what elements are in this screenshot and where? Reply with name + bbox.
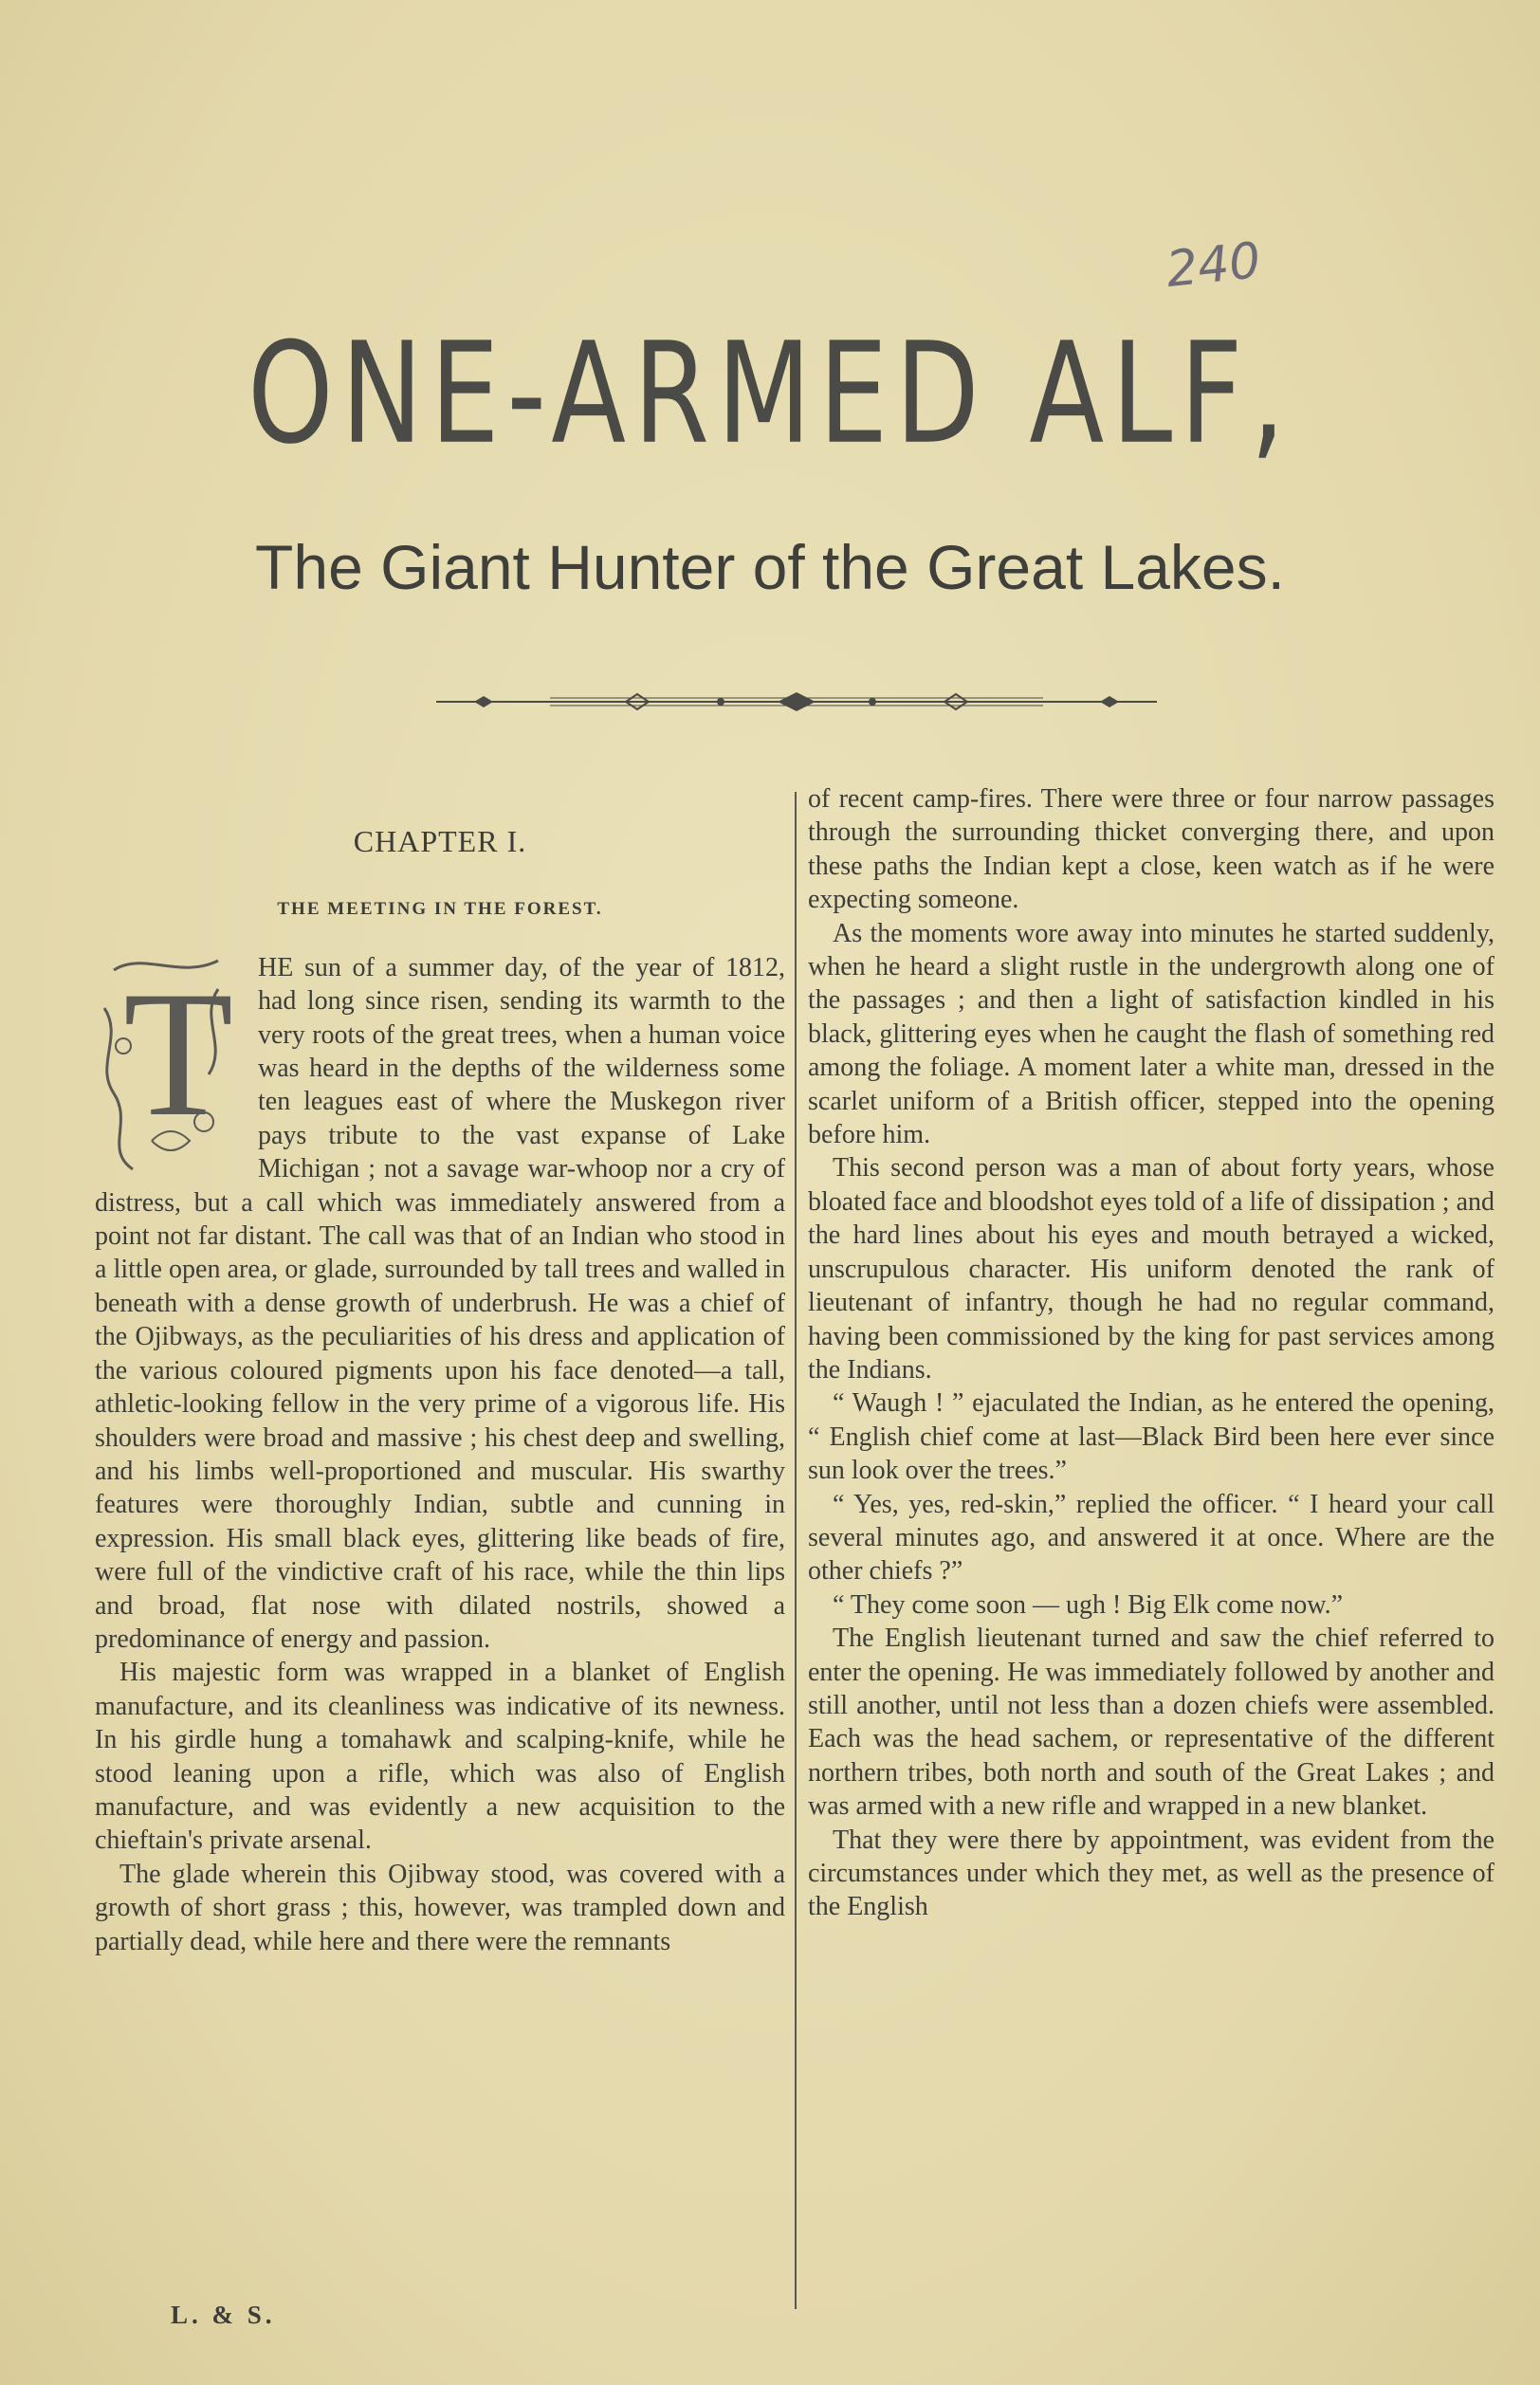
paragraph: The glade wherein this Ojibway stood, was covered with a growth of short grass ; this, however, was trampled down and partially dead, while here and there were the remnants <box>95 1859 785 1956</box>
printer-mark: L. & S. <box>171 2301 276 2329</box>
paragraph: “ Yes, yes, red-skin,” replied the officer. “ I heard your call several minutes ago, and answered it at once. Where are the other chiefs ?” <box>808 1489 1494 1587</box>
paragraph: The English lieutenant turned and saw the chief referred to enter the opening. He was immediately followed by another and still another, until not less than a dozen chiefs were assembled. Each was the head sachem, or representative of the different northern tribes, both north and south of the Great Lakes ; and was armed with a new rifle and wrapped in a new blanket. <box>808 1624 1494 1822</box>
right-column <box>808 782 1494 1924</box>
paragraph: This second person was a man of about forty years, whose bloated face and bloodshot eyes told of a life of dissipation ; and the hard lines about his eyes and mouth betrayed a wicked, unscrupulous character. His uniform denoted the rank of lieutenant of infantry, though he had no regular command, having been commissioned by the king for past services among the Indians. <box>808 1153 1494 1385</box>
paragraph: “ Waugh ! ” ejaculated the Indian, as he entered the opening, “ English chief come at last—Black Bird been here ever since sun look over the trees.” <box>808 1388 1494 1486</box>
story-subtitle: The Giant Hunter of the Great Lakes. <box>255 532 1285 602</box>
chapter-subtitle: THE MEETING IN THE FOREST. <box>277 899 603 920</box>
chapter-heading: CHAPTER I. <box>353 824 527 858</box>
paragraph: “ They come soon — ugh ! Big Elk come now.” <box>833 1589 1344 1620</box>
paragraph: of recent camp-fires. There were three or four narrow passages through the surrounding thicket converging there, and upon these paths the Indian kept a close, keen watch as if he were expecting someone. <box>808 784 1494 915</box>
paragraph: As the moments wore away into minutes he started suddenly, when he heard a slight rustle in the undergrowth along one of the passages ; and then a light of satisfaction kindled in his black, glittering eyes when he caught the flash of something red among the foliage. A moment later a white man, dressed in the scarlet uniform of a British officer, stepped into the opening before him. <box>808 918 1494 1150</box>
left-column <box>95 782 785 1958</box>
paragraph: HE sun of a summer day, of the year of 1812, had long since risen, sending its warmth to the very roots of the great trees, when a human voice was heard in the depths of the wilderness some ten leagues east of where the Muskegon river pays tribute to the vast expanse of Lake Michigan ; not a savage war-whoop nor a cry of distress, but a call which was immediately answered from a point not far distant. The call was that of an Indian who stood in a little open area, or glade, surrounded by tall trees and walled in beneath with a dense growth of underbrush. He was a chief of the Ojibways, as the peculiarities of his dress and application of the various coloured pigments upon his face denoted—a tall, athletic-looking fellow in the very prime of a vigorous life. His shoulders were broad and massive ; his chest deep and swelling, and his limbs well-proportioned and muscular. His swarthy features were thoroughly Indian, subtle and cunning in expression. His small black eyes, glittering like beads of fire, were full of the vindictive craft of his race, while the thin lips and broad, flat nose with dilated nostrils, showed a predominance of energy and passion. <box>95 952 785 1654</box>
story-title: ONE-ARMED ALF, <box>247 313 1293 476</box>
ornamental-rule-icon <box>436 690 1157 713</box>
decorative-dropcap <box>95 951 237 1179</box>
paragraph: That they were there by appointment, was evident from the circumstances under which they met, as well as the presence of the English <box>808 1825 1494 1922</box>
column-divider <box>795 792 797 2309</box>
dropcap-letter: T <box>123 954 234 1154</box>
paragraph: His majestic form was wrapped in a blanket of English manufacture, and its cleanliness was indicative of its newness. In his girdle hung a tomahawk and scalping-knife, while he stood leaning upon a rifle, which was also of English manufacture, and was evidently a new acquisition to the chieftain's private arsenal. <box>95 1658 785 1856</box>
page-number: 240 <box>1164 231 1264 300</box>
